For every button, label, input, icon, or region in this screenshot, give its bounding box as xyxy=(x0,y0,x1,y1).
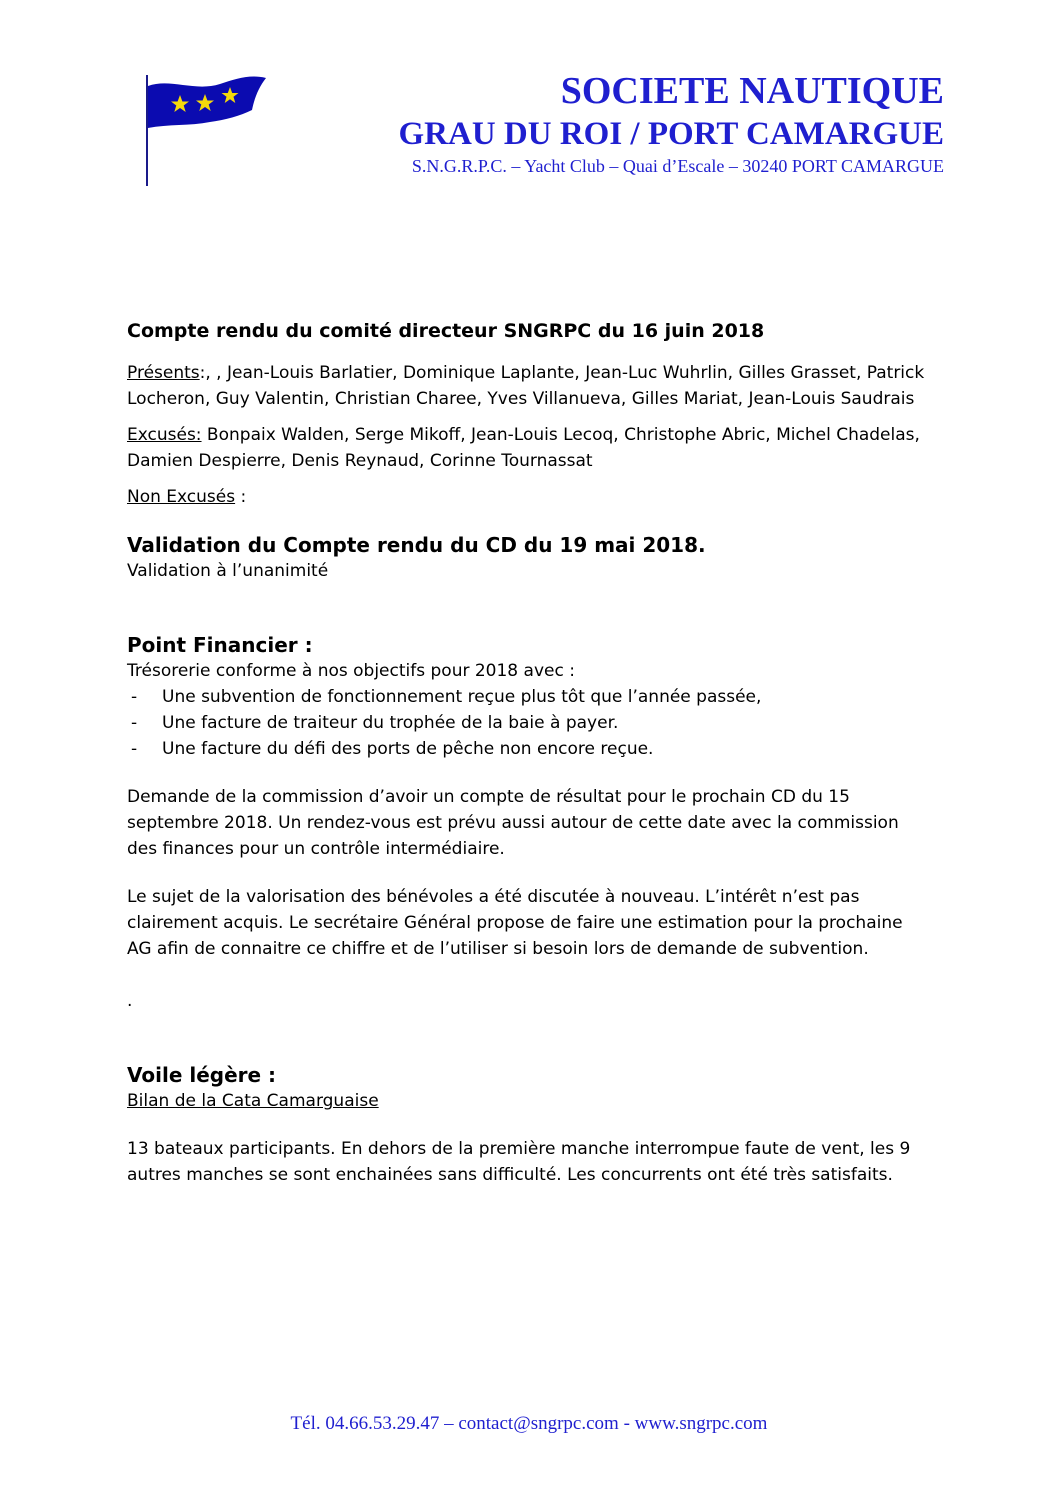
finance-heading: Point Financier : xyxy=(127,633,313,657)
finance-paragraph-commission: Demande de la commission d’avoir un compte de résultat pour le prochain CD du 15 septembre 2018. Un rendez-vous est prévu aussi autour de cette date avec la commission des finances pour un contrôle intermédiaire. xyxy=(127,787,899,859)
presents-label: Présents xyxy=(127,363,200,383)
footer-contact: Tél. 04.66.53.29.47 – contact@sngrpc.com - www.sngrpc.com xyxy=(290,1413,768,1434)
organization-location: GRAU DU ROI / PORT CAMARGUE xyxy=(398,116,944,152)
finance-list xyxy=(127,684,927,762)
list-item: - Une subvention de fonctionnement reçue plus tôt que l’année passée, xyxy=(127,684,927,710)
document-body xyxy=(127,318,927,1188)
organization-address: S.N.G.R.P.C. – Yacht Club – Quai d’Escale – 30240 PORT CAMARGUE xyxy=(411,156,944,176)
voile-heading: Voile légère : xyxy=(127,1063,277,1087)
non-excuses-list: : xyxy=(235,487,247,507)
excuses-label: Excusés: xyxy=(127,425,202,445)
validation-text: Validation à l’unanimité xyxy=(127,561,329,581)
non-excuses-label: Non Excusés xyxy=(127,487,236,507)
organization-name: SOCIETE NAUTIQUE xyxy=(560,70,944,112)
presents-list: :, , Jean-Louis Barlatier, Dominique Laplante, Jean-Luc Wuhrlin, Gilles Grasset, Patrick Locheron, Guy Valentin, Christian Charee, Yves Villanueva, Gilles Mariat, Jean-Louis Saudrais xyxy=(127,363,925,409)
list-item: - Une facture du défi des ports de pêche non encore reçue. xyxy=(127,736,927,762)
document-title: Compte rendu du comité directeur SNGRPC du 16 juin 2018 xyxy=(127,320,765,342)
club-flag-logo xyxy=(140,70,275,188)
excuses-paragraph xyxy=(127,422,927,474)
validation-heading: Validation du Compte rendu du CD du 19 mai 2018. xyxy=(127,533,706,557)
finance-intro: Trésorerie conforme à nos objectifs pour 2018 avec : xyxy=(127,661,575,681)
presents-paragraph xyxy=(127,360,927,412)
stray-dot: . xyxy=(127,991,133,1011)
voile-paragraph: 13 bateaux participants. En dehors de la première manche interrompue faute de vent, les 9 autres manches se sont enchainées sans difficulté. Les concurrents ont été très satisfaits. xyxy=(127,1139,911,1185)
non-excuses-paragraph xyxy=(127,484,927,510)
finance-paragraph-benevoles: Le sujet de la valorisation des bénévoles a été discutée à nouveau. L’intérêt n’est pas clairement acquis. Le secrétaire Général propose de faire une estimation pour la prochaine AG afin de connaitre ce chiffre et de l’utiliser si besoin lors de demande de subvention. xyxy=(127,887,903,959)
voile-subheading: Bilan de la Cata Camarguaise xyxy=(127,1091,379,1111)
excuses-list: Bonpaix Walden, Serge Mikoff, Jean-Louis Lecoq, Christophe Abric, Michel Chadelas, Damien Despierre, Denis Reynaud, Corinne Tournassat xyxy=(127,425,920,471)
list-item: - Une facture de traiteur du trophée de la baie à payer. xyxy=(127,710,927,736)
